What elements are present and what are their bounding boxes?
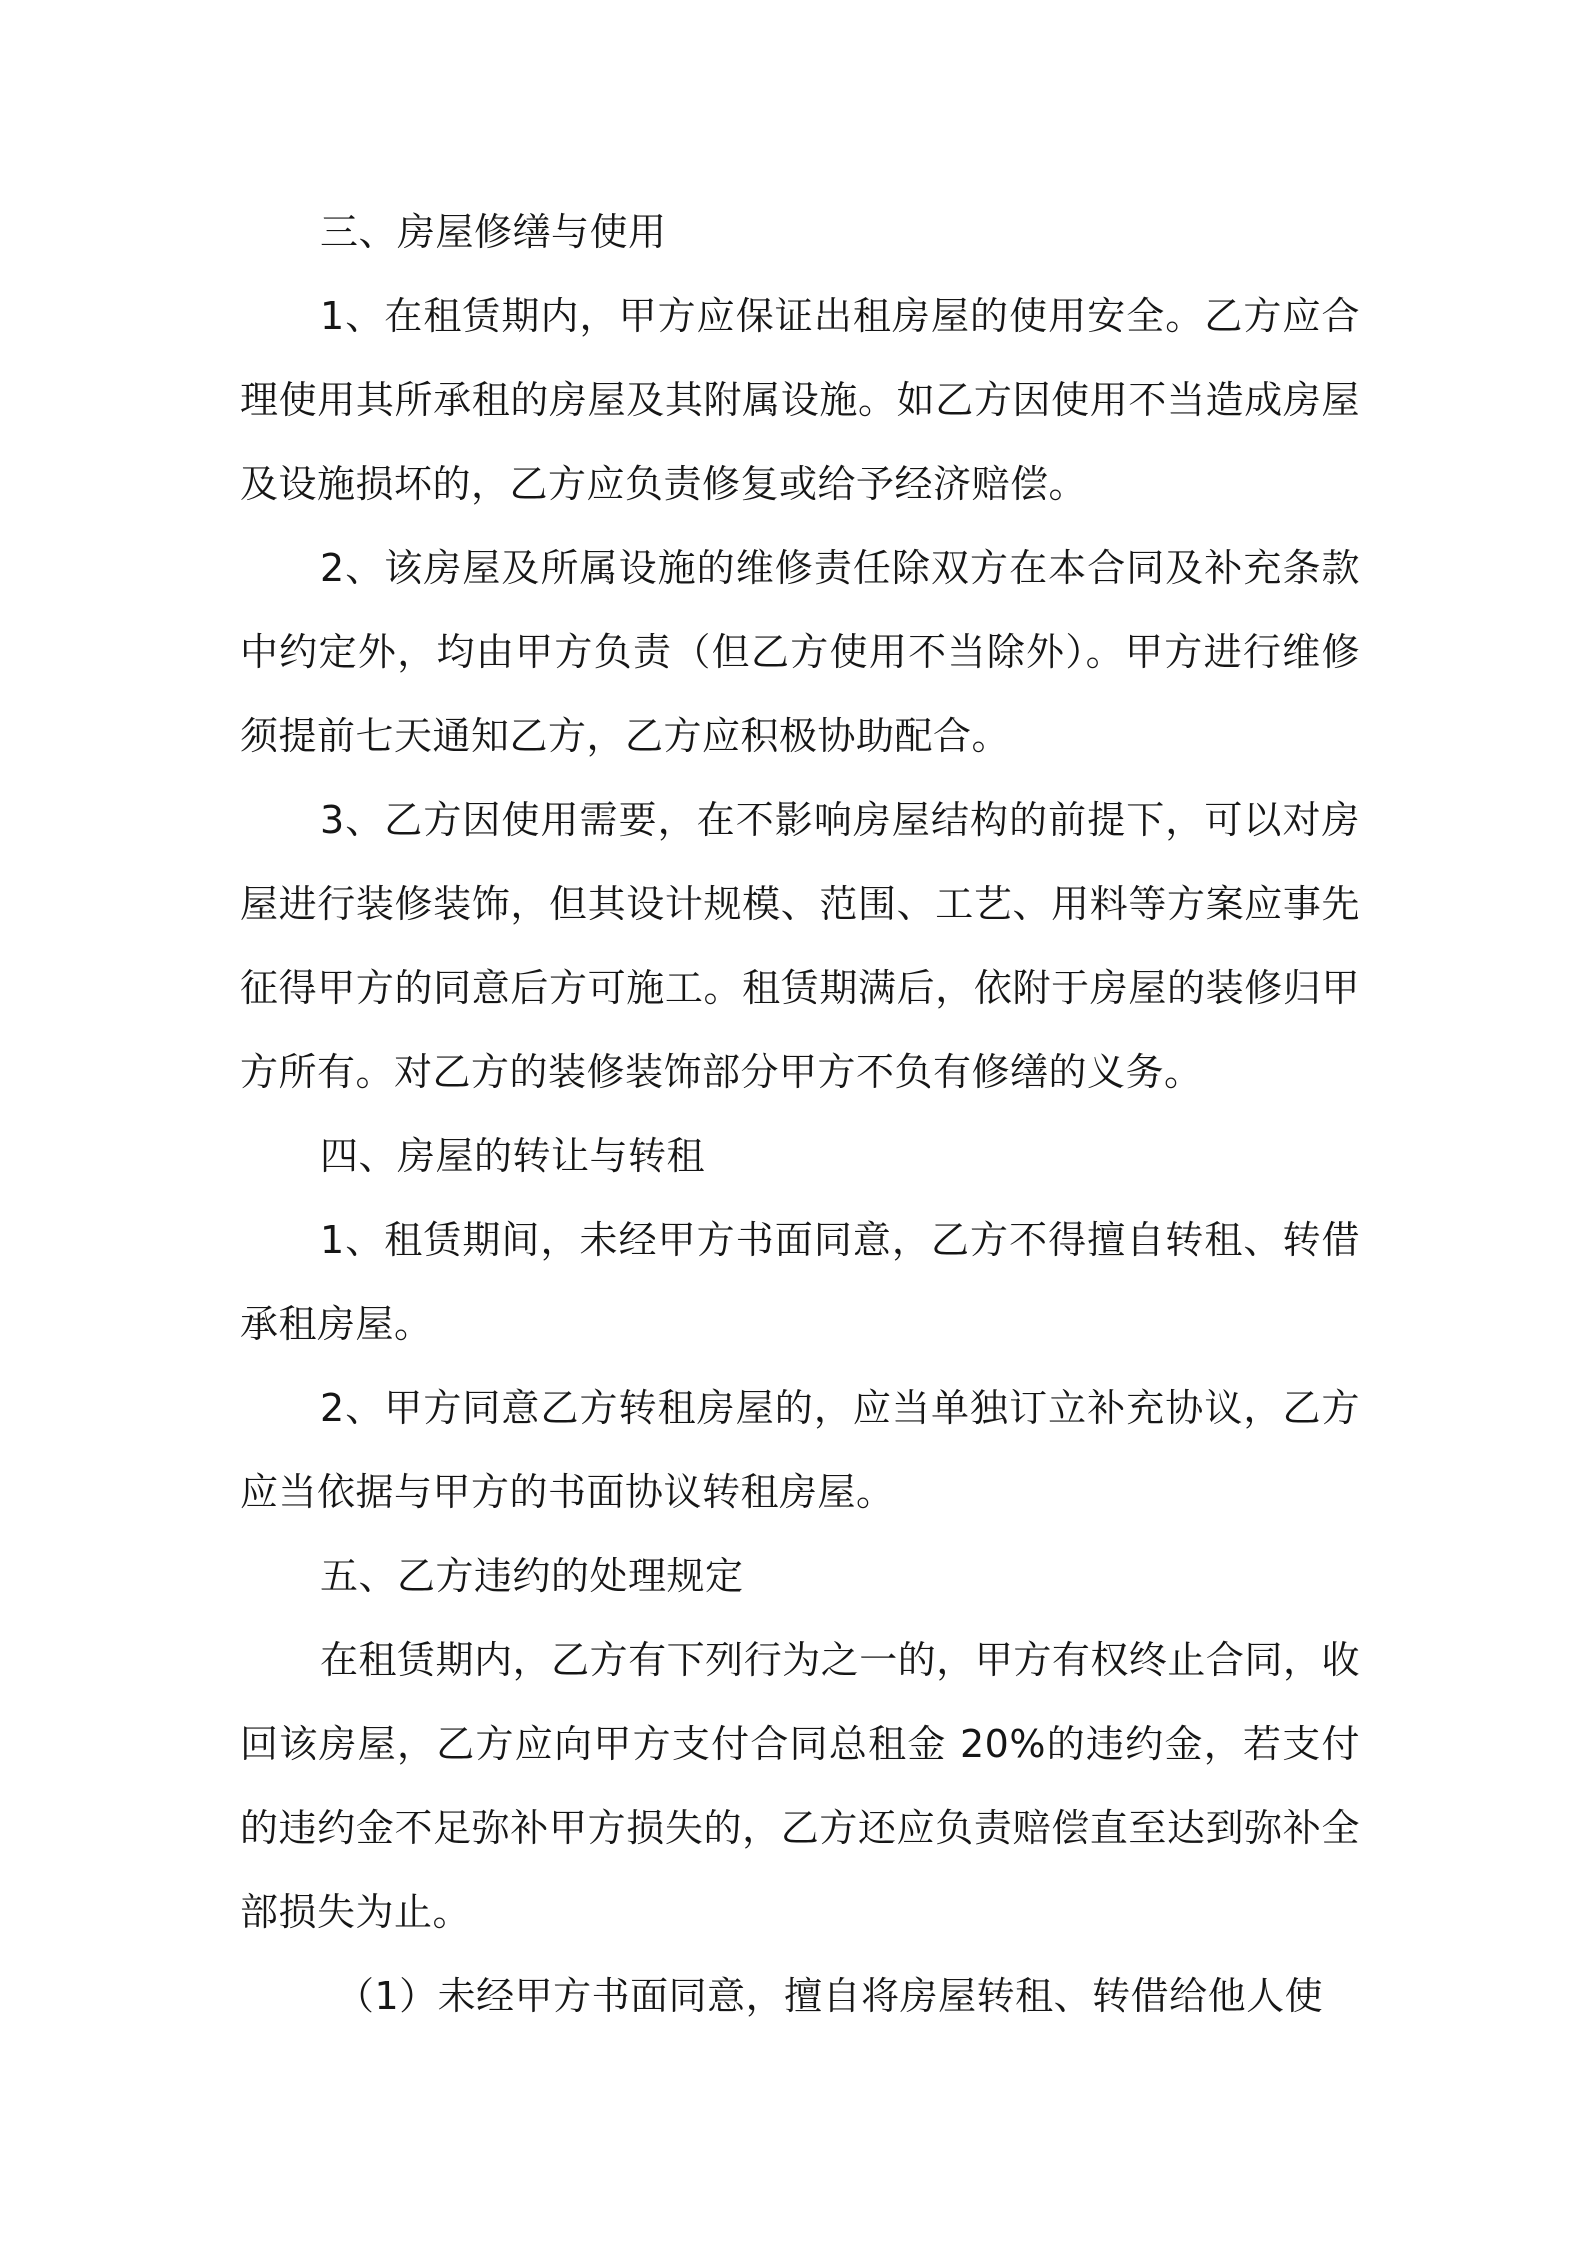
clause-3-1: 1、在租赁期内，甲方应保证出租房屋的使用安全。乙方应合理使用其所承租的房屋及其附属设施。如乙方因使用不当造成房屋及设施损坏的，乙方应负责修复或给予经济赔偿。 bbox=[240, 294, 1360, 506]
clause-4-2: 2、甲方同意乙方转租房屋的，应当单独订立补充协议，乙方应当依据与甲方的书面协议转租房屋。 bbox=[240, 1386, 1360, 1514]
clause-5-item-1: （1）未经甲方书面同意，擅自将房屋转租、转借给他人使 bbox=[336, 1974, 1324, 2018]
section-heading-transfer-and-sublease: 四、房屋的转让与转租 bbox=[320, 1134, 706, 1178]
section-heading-repair-and-use: 三、房屋修缮与使用 bbox=[320, 210, 667, 254]
clause-3-3: 3、乙方因使用需要，在不影响房屋结构的前提下，可以对房屋进行装修装饰，但其设计规模、范围、工艺、用料等方案应事先征得甲方的同意后方可施工。租赁期满后，依附于房屋的装修归甲方所有。对乙方的装修装饰部分甲方不负有修缮的义务。 bbox=[240, 798, 1360, 1094]
clause-4-1: 1、租赁期间，未经甲方书面同意，乙方不得擅自转租、转借承租房屋。 bbox=[240, 1218, 1360, 1346]
section-heading-breach-by-party-b: 五、乙方违约的处理规定 bbox=[320, 1554, 744, 1598]
clause-5-intro: 在租赁期内，乙方有下列行为之一的，甲方有权终止合同，收回该房屋，乙方应向甲方支付合同总租金 20%的违约金，若支付的违约金不足弥补甲方损失的，乙方还应负责赔偿直至达到弥补全部损失为止。 bbox=[240, 1638, 1360, 1934]
document-body bbox=[240, 190, 1360, 2038]
clause-3-2: 2、该房屋及所属设施的维修责任除双方在本合同及补充条款中约定外，均由甲方负责（但乙方使用不当除外）。甲方进行维修须提前七天通知乙方，乙方应积极协助配合。 bbox=[240, 546, 1360, 758]
